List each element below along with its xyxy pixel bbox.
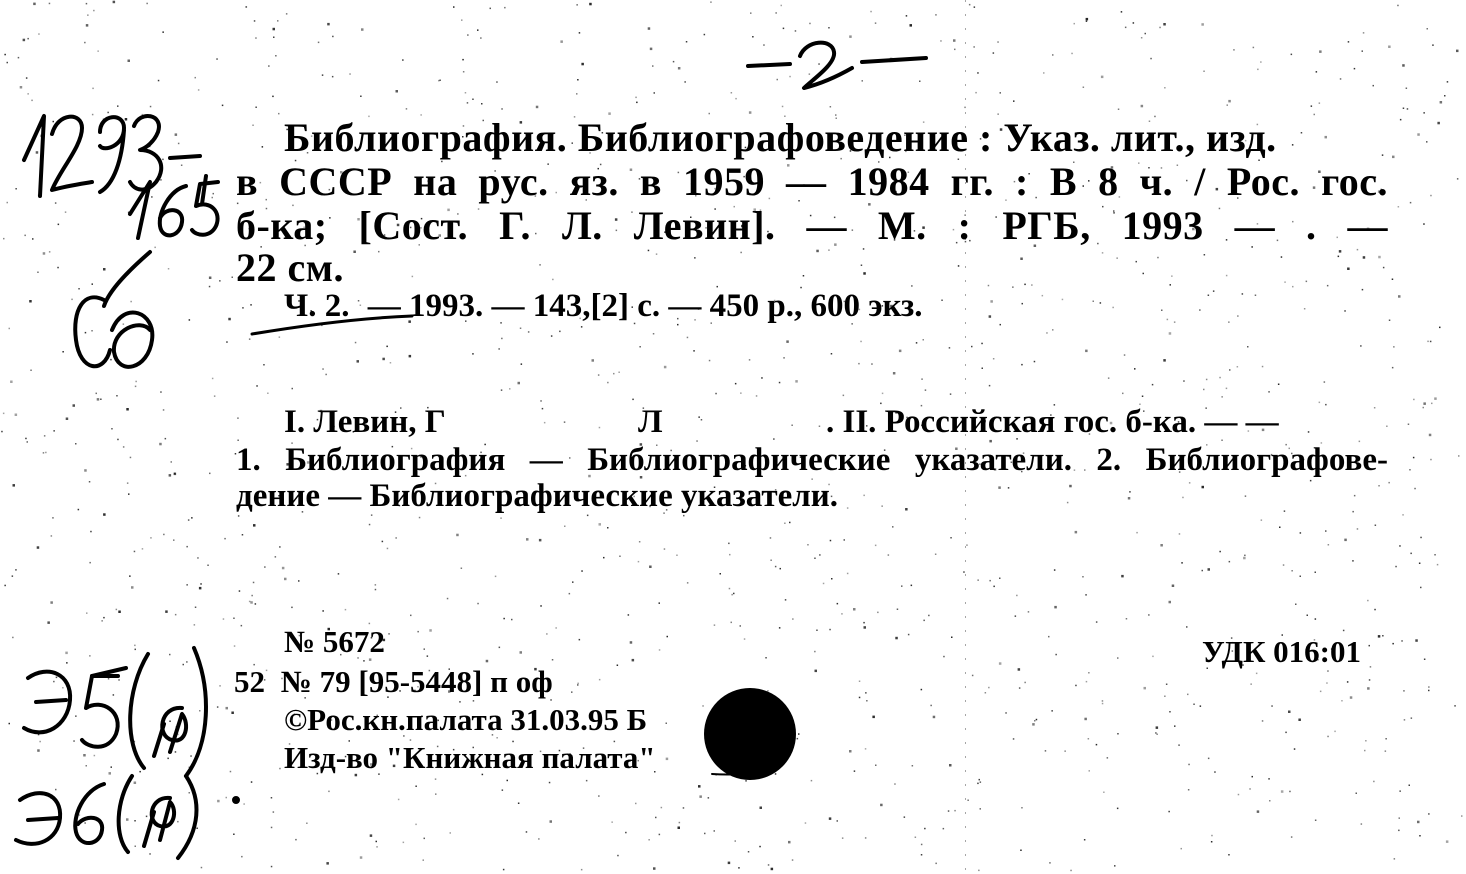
tracing-line-2: 1. Библиография — Библиографические указатели. 2. Библиографове- <box>236 442 1388 478</box>
footer-number-1: № 5672 <box>284 624 385 659</box>
sub-number-handwritten <box>130 176 218 238</box>
footer-publisher: Изд-во "Книжная палата" <box>284 740 656 775</box>
part-label: Ч. 2. <box>284 288 350 324</box>
classification-code-1 <box>24 648 206 776</box>
entry-line-4: 22 см. <box>236 245 344 290</box>
entry-part-line <box>284 288 923 325</box>
call-number-handwritten <box>24 116 200 196</box>
entry-title-text: Библиография. Библиографоведение : Указ. лит., изд. <box>284 115 1277 160</box>
classification-code-2 <box>16 776 238 858</box>
footer-prefix: 52 <box>234 664 265 699</box>
part-details: — 1993. — 143,[2] с. — 450 р., 600 экз. <box>367 288 923 324</box>
footer-number-2-line: 52 № 79 [95-5448] п оф <box>234 664 553 699</box>
initials-handwritten <box>75 252 152 367</box>
entry-line-1 <box>284 114 1388 161</box>
tracing-line-1: I. Левин, Г Л . II. Российская гос. б-ка. — — <box>284 404 1279 440</box>
entry-line-2: в СССР на рус. яз. в 1959 — 1984 гг. : В 8 ч. / Рос. гос. <box>236 159 1388 204</box>
udc-code: УДК 016:01 <box>1202 634 1361 669</box>
footer-copyright: ©Рос.кн.палата 31.03.95 Б <box>284 702 648 737</box>
page-marker-handwritten <box>748 43 926 88</box>
ink-blot <box>704 688 796 780</box>
tracing-line-3: дение — Библиографические указатели. <box>236 478 839 514</box>
entry-line-3: б-ка; [Сост. Г. Л. Левин]. — М. : РГБ, 1993 — . — <box>236 203 1388 248</box>
